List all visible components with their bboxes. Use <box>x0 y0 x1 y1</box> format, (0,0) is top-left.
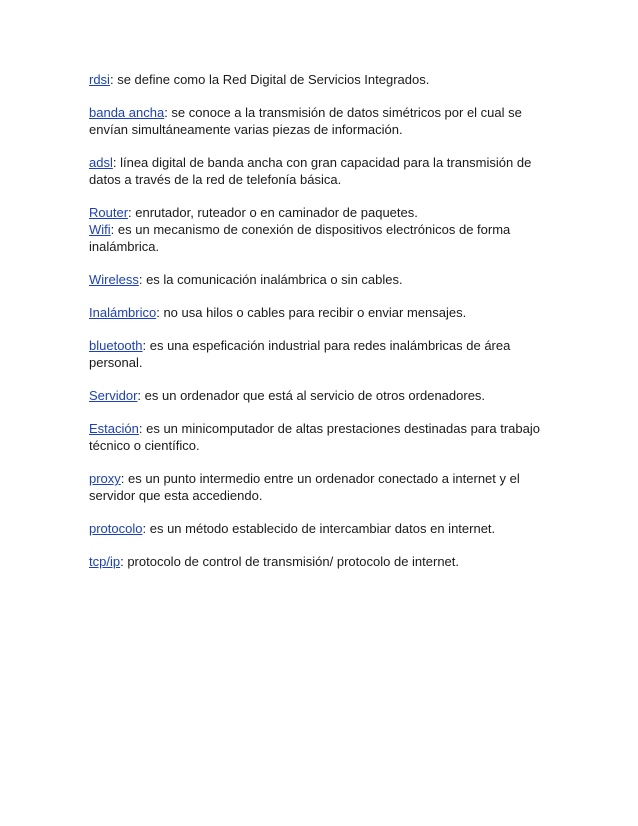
separator: : <box>138 421 143 436</box>
entry-servidor <box>89 387 559 404</box>
entry-bluetooth <box>89 337 559 371</box>
term-link-router[interactable]: Router <box>89 205 129 220</box>
entry-wifi <box>89 221 559 255</box>
term-link-tcp-ip[interactable]: tcp/ip <box>89 554 121 569</box>
definition-protocolo: es un método establecido de intercambiar datos en internet. <box>146 521 496 536</box>
term-link-rdsi[interactable]: rdsi <box>89 72 110 87</box>
definition-servidor: es un ordenador que está al servicio de otros ordenadores. <box>141 388 486 403</box>
entry-estacion <box>89 420 559 454</box>
separator: : <box>137 388 142 403</box>
definition-estacion: es un minicomputador de altas prestaciones destinadas para trabajo técnico o científico. <box>89 421 540 453</box>
entry-tcp-ip <box>89 553 559 570</box>
definition-proxy: es un punto intermedio entre un ordenador conectado a internet y el servidor que esta accediendo. <box>89 471 520 503</box>
separator: : <box>156 305 160 320</box>
entry-rdsi <box>89 71 559 88</box>
term-link-proxy[interactable]: proxy <box>89 471 121 486</box>
definition-router: enrutador, ruteador o en caminador de paquetes. <box>131 205 418 220</box>
term-link-servidor[interactable]: Servidor <box>89 388 138 403</box>
separator: : <box>109 72 114 87</box>
term-link-estacion[interactable]: Estación <box>89 421 139 436</box>
separator: : <box>110 222 115 237</box>
entry-banda-ancha <box>89 104 559 138</box>
separator: : <box>142 521 147 536</box>
definition-adsl: línea digital de banda ancha con gran capacidad para la transmisión de datos a través de la red de telefonía básica. <box>89 155 532 187</box>
definition-banda-ancha: se conoce a la transmisión de datos simétricos por el cual se envían simultáneamente varias piezas de información. <box>89 105 522 137</box>
term-link-adsl[interactable]: adsl <box>89 155 113 170</box>
definition-inalambrico: no usa hilos o cables para recibir o enviar mensajes. <box>159 305 467 320</box>
separator: : <box>112 155 117 170</box>
separator: : <box>128 205 132 220</box>
term-link-wifi[interactable]: Wifi <box>89 222 111 237</box>
term-link-inalambrico[interactable]: Inalámbrico <box>89 305 157 320</box>
term-link-protocolo[interactable]: protocolo <box>89 521 143 536</box>
definition-wifi: es un mecanismo de conexión de dispositivos electrónicos de forma inalámbrica. <box>89 222 511 254</box>
entry-adsl <box>89 154 559 188</box>
separator: : <box>142 338 147 353</box>
term-link-banda-ancha[interactable]: banda ancha <box>89 105 165 120</box>
separator: : <box>138 272 143 287</box>
separator: : <box>120 471 125 486</box>
entry-proxy <box>89 470 559 504</box>
term-link-wireless[interactable]: Wireless <box>89 272 139 287</box>
entry-protocolo <box>89 520 559 537</box>
entry-inalambrico <box>89 304 559 321</box>
definition-rdsi: se define como la Red Digital de Servicios Integrados. <box>113 72 430 87</box>
glossary <box>89 71 559 586</box>
definition-bluetooth: es una espeficación industrial para redes inalámbricas de área personal. <box>89 338 511 370</box>
entry-wireless <box>89 271 559 288</box>
separator: : <box>164 105 168 120</box>
entry-router <box>89 204 559 221</box>
definition-tcp-ip: protocolo de control de transmisión/ protocolo de internet. <box>123 554 460 569</box>
definition-wireless: es la comunicación inalámbrica o sin cables. <box>142 272 403 287</box>
term-link-bluetooth[interactable]: bluetooth <box>89 338 143 353</box>
separator: : <box>120 554 124 569</box>
